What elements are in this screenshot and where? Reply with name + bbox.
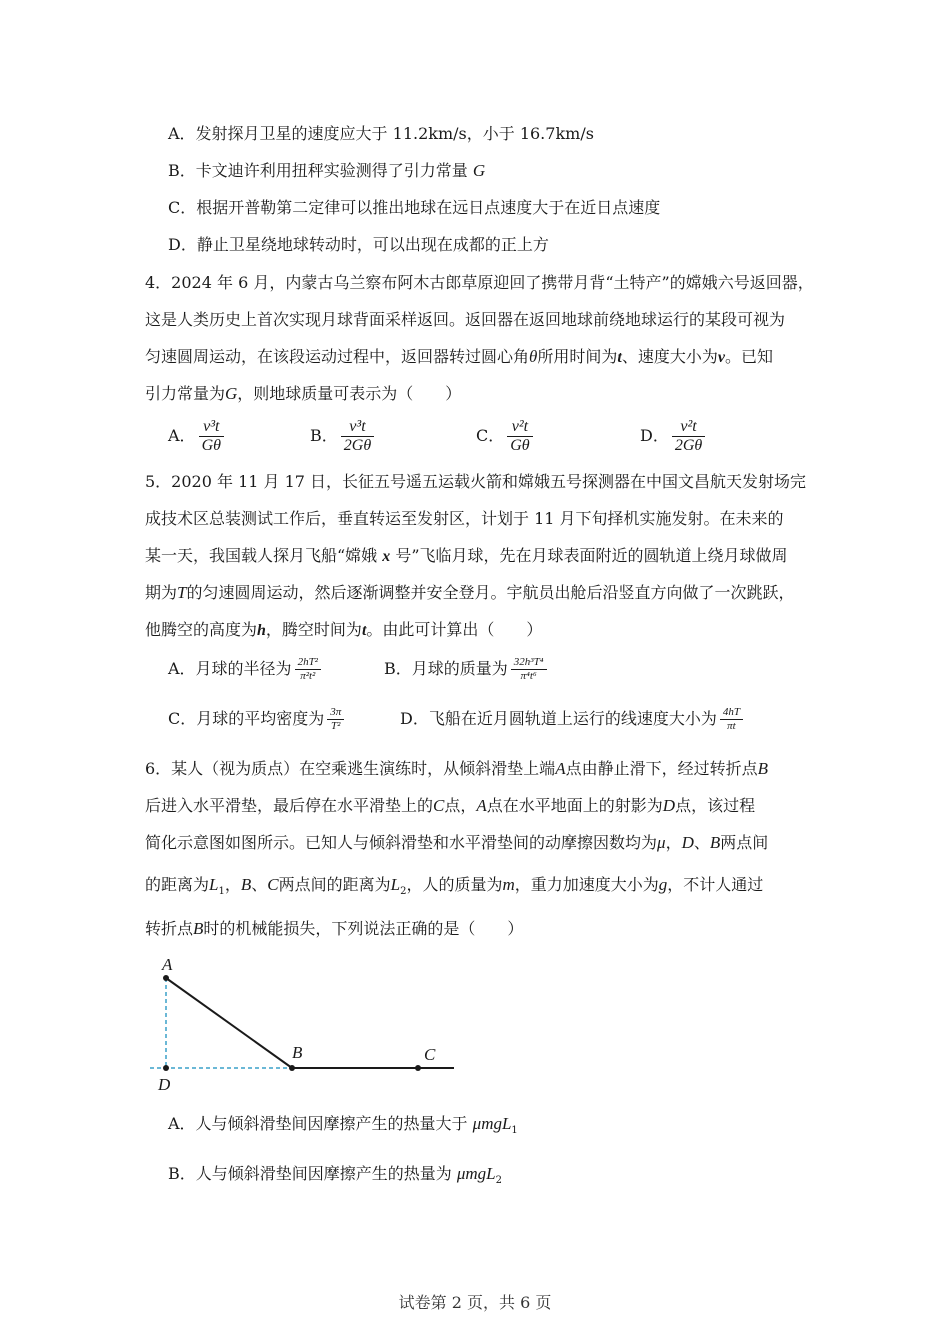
q3-option-b bbox=[168, 160, 485, 182]
q6-l4-a: 的距离为 bbox=[145, 875, 210, 894]
label-c: C bbox=[424, 1045, 436, 1064]
q6-opt-a-sub: 1 bbox=[511, 1125, 518, 1137]
q6-l2-A: A bbox=[476, 796, 487, 815]
q6-l3-sep: 、 bbox=[693, 833, 710, 852]
q4-theta: θ bbox=[529, 347, 538, 366]
q6-l4-d: ，人的质量为 bbox=[406, 875, 503, 894]
slide-diagram bbox=[150, 950, 470, 1100]
point-c bbox=[415, 1065, 421, 1071]
q6-line-4 bbox=[145, 874, 763, 896]
q4-opt-c-den: Gθ bbox=[510, 437, 530, 454]
q6-opt-a-expr: μmgL bbox=[472, 1114, 512, 1133]
q6-l4-c: 两点间的距离为 bbox=[278, 875, 391, 894]
q5-opt-d-den: πt bbox=[727, 720, 736, 732]
q5-t: t bbox=[361, 622, 367, 639]
q6-g: g bbox=[658, 875, 668, 894]
q4-l3-c: 、速度大小为 bbox=[621, 347, 718, 366]
q4-l3-d: 。已知 bbox=[724, 347, 773, 366]
q5-opt-d-num: 4hT bbox=[720, 706, 743, 720]
q6-l1-a: 6．某人（视为质点）在空乘逃生演练时，从倾斜滑垫上端 bbox=[145, 759, 556, 778]
q5-option-d bbox=[400, 706, 746, 733]
q6-l1-b: 点由静止滑下，经过转折点 bbox=[565, 759, 758, 778]
q6-line-2 bbox=[145, 795, 755, 817]
q6-l3-D: D bbox=[681, 833, 694, 852]
q6-mu: μ bbox=[657, 833, 666, 852]
q5-opt-d-fraction bbox=[720, 706, 743, 733]
q4-l3-a: 匀速圆周运动，在该段运动过程中，返回器转过圆心角 bbox=[145, 347, 530, 366]
q5-h: h bbox=[257, 622, 266, 639]
q5-l4-b: 的匀速圆周运动，然后逐渐调整并安全登月。宇航员出舱后沿竖直方向做了一次跳跃， bbox=[186, 583, 795, 602]
q6-l4-C: C bbox=[267, 875, 279, 894]
q4-l4-b: ，则地球质量可表示为（ ） bbox=[237, 384, 462, 403]
q6-l2-C: C bbox=[433, 796, 445, 815]
q5-opt-d-text: D．飞船在近月圆轨道上运行的线速度大小为 bbox=[400, 709, 717, 728]
q5-line-2: 成技术区总装测试工作后，垂直转运至发射区，计划于 11 月下旬择机实施发射。在未来的 bbox=[145, 509, 784, 528]
q6-l2-a: 后进入水平滑垫，最后停在水平滑垫上的 bbox=[145, 796, 434, 815]
q3-option-a: A．发射探月卫星的速度应大于 11.2km/s，小于 16.7km/s bbox=[168, 124, 594, 143]
q6-l3-B: B bbox=[709, 833, 721, 852]
q6-l4-sep: 、 bbox=[251, 875, 268, 894]
q4-opt-c-label: C． bbox=[476, 426, 505, 445]
q5-opt-c-num: 3π bbox=[327, 706, 344, 720]
point-a bbox=[163, 975, 169, 981]
q6-opt-b-sub: 2 bbox=[495, 1175, 502, 1187]
q6-l3-a: 简化示意图如图所示。已知人与倾斜滑垫和水平滑垫间的动摩擦因数均为 bbox=[145, 833, 658, 852]
q4-t: t bbox=[617, 349, 622, 366]
q4-option-d bbox=[640, 418, 708, 455]
point-b bbox=[289, 1065, 295, 1071]
q5-l3-a: 某一天，我国载人探月飞船“嫦娥 bbox=[145, 546, 383, 565]
q4-G: G bbox=[225, 384, 238, 403]
inclined-slide bbox=[166, 978, 292, 1068]
q3-option-c: C．根据开普勒第二定律可以推出地球在远日点速度大于在近日点速度 bbox=[168, 198, 661, 217]
q5-line-3 bbox=[145, 545, 788, 568]
q4-line-2: 这是人类历史上首次实现月球背面采样返回。返回器在返回地球前绕地球运行的某段可视为 bbox=[145, 310, 786, 329]
label-d: D bbox=[158, 1075, 171, 1094]
q3-option-b-text: B．卡文迪许利用扭秤实验测得了引力常量 bbox=[168, 161, 473, 180]
q5-opt-a-text: A．月球的半径为 bbox=[168, 659, 292, 678]
q6-l4-e: ，重力加速度大小为 bbox=[514, 875, 659, 894]
q4-line-4 bbox=[145, 383, 461, 405]
q6-l4-B: B bbox=[240, 875, 252, 894]
q5-option-c bbox=[168, 706, 347, 733]
q4-option-b bbox=[310, 418, 377, 455]
q5-l3-b: 号”飞临月球，先在月球表面附近的圆轨道上绕月球做周 bbox=[390, 546, 788, 565]
q5-opt-b-text: B．月球的质量为 bbox=[384, 659, 508, 678]
q5-opt-b-num: 32h³T⁴ bbox=[511, 656, 547, 670]
q4-opt-c-num: v²t bbox=[507, 418, 532, 437]
q4-opt-b-label: B． bbox=[310, 426, 338, 445]
label-b: B bbox=[292, 1043, 303, 1062]
q6-l5-B: B bbox=[193, 919, 204, 938]
q5-l5-a: 他腾空的高度为 bbox=[145, 620, 258, 639]
q6-option-a bbox=[168, 1113, 518, 1135]
q6-l2-D: D bbox=[662, 796, 676, 815]
q4-opt-c-fraction bbox=[507, 418, 532, 455]
q3-option-d: D．静止卫星绕地球转动时，可以出现在成都的正上方 bbox=[168, 235, 549, 254]
q5-opt-b-fraction bbox=[511, 656, 547, 683]
q4-opt-d-label: D． bbox=[640, 426, 669, 445]
q6-L1-sub: 1 bbox=[218, 886, 225, 898]
q6-l3-b: ， bbox=[665, 833, 682, 852]
q6-line-5 bbox=[145, 918, 523, 940]
q5-opt-a-num: 2hT² bbox=[295, 656, 321, 670]
q5-line-4 bbox=[145, 582, 795, 604]
q6-option-b bbox=[168, 1163, 502, 1185]
q6-line-1 bbox=[145, 758, 768, 780]
q4-opt-d-den: 2Gθ bbox=[674, 437, 703, 454]
q6-L2-sub: 2 bbox=[400, 886, 407, 898]
q5-opt-c-den: T² bbox=[331, 720, 341, 732]
q4-l4-a: 引力常量为 bbox=[145, 384, 226, 403]
q5-option-a bbox=[168, 656, 324, 683]
q6-l2-d: 点，该过程 bbox=[675, 796, 756, 815]
q4-opt-a-den: Gθ bbox=[201, 437, 221, 454]
q4-line-3 bbox=[145, 346, 773, 369]
q5-line-5 bbox=[145, 619, 542, 642]
q6-l2-c: 点在水平地面上的射影为 bbox=[486, 796, 663, 815]
q5-option-b bbox=[384, 656, 550, 683]
q4-opt-b-den: 2Gθ bbox=[343, 437, 372, 454]
q5-opt-c-fraction bbox=[327, 706, 344, 733]
q4-opt-a-num: v³t bbox=[199, 418, 224, 437]
q5-opt-c-text: C．月球的平均密度为 bbox=[168, 709, 325, 728]
q6-opt-b-text: B．人与倾斜滑垫间因摩擦产生的热量为 bbox=[168, 1164, 457, 1183]
point-d bbox=[163, 1065, 169, 1071]
q6-l2-b: 点， bbox=[444, 796, 477, 815]
q4-opt-a-label: A． bbox=[168, 426, 196, 445]
q5-l4-a: 期为 bbox=[145, 583, 178, 602]
q5-opt-b-den: π⁴t⁶ bbox=[520, 670, 537, 682]
q4-opt-a-fraction bbox=[199, 418, 224, 455]
q4-option-c bbox=[476, 418, 536, 455]
page-footer: 试卷第 2 页，共 6 页 bbox=[398, 1293, 552, 1312]
q6-l5-b: 时的机械能损失，下列说法正确的是（ ） bbox=[203, 919, 524, 938]
label-a: A bbox=[162, 955, 173, 974]
q6-l5-a: 转折点 bbox=[145, 919, 194, 938]
q5-line-1: 5．2020 年 11 月 17 日，长征五号遥五运载火箭和嫦娥五号探测器在中国文昌航天发射场完 bbox=[145, 472, 807, 491]
q4-opt-b-fraction bbox=[341, 418, 374, 455]
q6-opt-a-text: A．人与倾斜滑垫间因摩擦产生的热量大于 bbox=[168, 1114, 473, 1133]
q6-l1-A: A bbox=[555, 759, 566, 778]
q6-L1: L bbox=[209, 875, 219, 894]
q4-option-a bbox=[168, 418, 227, 455]
q6-l1-B: B bbox=[757, 759, 768, 778]
q4-l3-b: 所用时间为 bbox=[537, 347, 618, 366]
q4-v: v bbox=[717, 349, 725, 366]
q5-T: T bbox=[177, 583, 187, 602]
q6-opt-b-expr: μmgL bbox=[456, 1164, 496, 1183]
q6-l4-b: ， bbox=[224, 875, 241, 894]
q4-line-1: 4．2024 年 6 月，内蒙古乌兰察布阿木古郎草原迎回了携带月背“土特产”的嫦娥六号返回器， bbox=[145, 273, 814, 292]
q6-l4-f: ，不计人通过 bbox=[667, 875, 764, 894]
q4-opt-d-num: v²t bbox=[672, 418, 705, 437]
q5-x: x bbox=[382, 548, 391, 565]
q6-l3-c: 两点间 bbox=[720, 833, 769, 852]
q6-L2: L bbox=[390, 875, 401, 894]
q5-l5-b: ，腾空时间为 bbox=[265, 620, 362, 639]
q4-opt-d-fraction bbox=[672, 418, 705, 455]
q5-l5-c: 。由此可计算出（ ） bbox=[366, 620, 543, 639]
q6-m: m bbox=[502, 875, 515, 894]
q5-opt-a-fraction bbox=[295, 656, 321, 683]
q3-option-b-var: G bbox=[472, 161, 486, 180]
q4-opt-b-num: v³t bbox=[341, 418, 374, 437]
q6-line-3 bbox=[145, 832, 768, 854]
q5-opt-a-den: π²t² bbox=[300, 670, 316, 682]
